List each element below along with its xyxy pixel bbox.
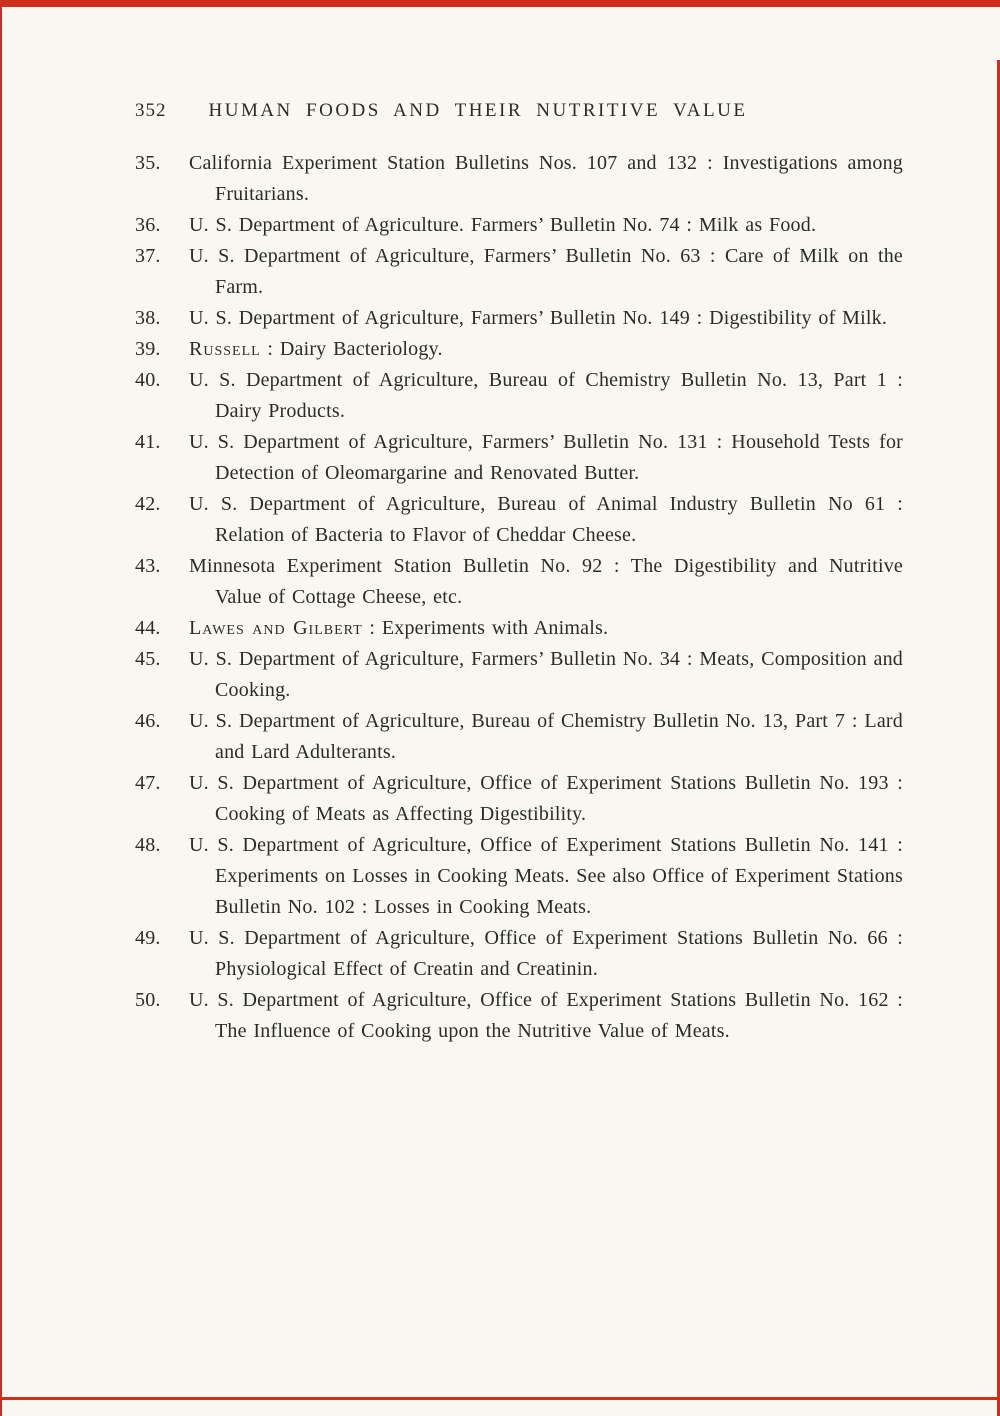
item-text: U. S. Department of Agriculture, Office of Experiment Stations Bulletin No. 66 : Physiological Effect of Creatin and Creatinin. (189, 927, 903, 980)
item-number: 49. (135, 927, 161, 949)
item-text: U. S. Department of Agriculture, Farmers’ Bulletin No. 63 : Care of Milk on the Farm. (189, 245, 903, 298)
item-number: 40. (135, 369, 161, 391)
list-item (135, 334, 903, 365)
item-number: 42. (135, 493, 161, 515)
item-text: U. S. Department of Agriculture, Farmers’ Bulletin No. 131 : Household Tests for Detection of Oleomargarine and Renovated Butter. (189, 431, 903, 484)
item-text: U. S. Department of Agriculture, Office of Experiment Stations Bulletin No. 141 : Experiments on Losses in Cooking Meats. See also Office of Experiment Stations Bulletin No. 102 : Losses in Cooking Meats. (189, 834, 903, 918)
item-text: : Dairy Bacteriology. (260, 338, 443, 360)
list-item (135, 148, 903, 210)
item-text: U. S. Department of Agriculture, Bureau of Chemistry Bulletin No. 13, Part 1 : Dairy Products. (189, 369, 903, 422)
page-content (135, 100, 903, 1047)
list-item (135, 985, 903, 1047)
list-item (135, 923, 903, 985)
scan-border-top (0, 0, 1000, 7)
list-item (135, 241, 903, 303)
list-item (135, 489, 903, 551)
scan-border-bottom (0, 1397, 1000, 1400)
item-number: 45. (135, 648, 161, 670)
item-number: 50. (135, 989, 161, 1011)
list-item (135, 365, 903, 427)
item-number: 48. (135, 834, 161, 856)
list-item (135, 210, 903, 241)
item-number: 43. (135, 555, 161, 577)
item-text: California Experiment Station Bulletins Nos. 107 and 132 : Investigations among Fruitarians. (189, 152, 903, 205)
item-number: 46. (135, 710, 161, 732)
item-number: 39. (135, 338, 161, 360)
item-number: 47. (135, 772, 161, 794)
scan-border-left (0, 0, 2, 1416)
item-text: U. S. Department of Agriculture. Farmers’ Bulletin No. 74 : Milk as Food. (189, 214, 817, 236)
item-text: U. S. Department of Agriculture, Office of Experiment Stations Bulletin No. 193 : Cooking of Meats as Affecting Digestibility. (189, 772, 903, 825)
list-item (135, 706, 903, 768)
item-text: U. S. Department of Agriculture, Farmers’ Bulletin No. 149 : Digestibility of Milk. (189, 307, 888, 329)
item-author: Russell (189, 338, 261, 360)
item-text: Minnesota Experiment Station Bulletin No. 92 : The Digestibility and Nutritive Value of Cottage Cheese, etc. (189, 555, 903, 608)
page-number: 352 (135, 100, 167, 121)
list-item (135, 613, 903, 644)
item-number: 35. (135, 152, 161, 174)
list-item (135, 644, 903, 706)
item-text: U. S. Department of Agriculture, Bureau of Animal Industry Bulletin No 61 : Relation of Bacteria to Flavor of Cheddar Cheese. (189, 493, 903, 546)
list-item (135, 768, 903, 830)
list-item (135, 551, 903, 613)
list-item (135, 303, 903, 334)
item-text: U. S. Department of Agriculture, Office of Experiment Stations Bulletin No. 162 : The Influence of Cooking upon the Nutritive Value of Meats. (189, 989, 903, 1042)
page-title: HUMAN FOODS AND THEIR NUTRITIVE VALUE (208, 100, 748, 121)
item-number: 44. (135, 617, 161, 639)
item-number: 38. (135, 307, 161, 329)
item-text: U. S. Department of Agriculture, Farmers’ Bulletin No. 34 : Meats, Composition and Cooking. (189, 648, 903, 701)
item-text: U. S. Department of Agriculture, Bureau of Chemistry Bulletin No. 13, Part 7 : Lard and Lard Adulterants. (189, 710, 903, 763)
item-number: 41. (135, 431, 161, 453)
item-number: 37. (135, 245, 161, 267)
list-item (135, 830, 903, 923)
running-head (135, 100, 903, 122)
item-text: : Experiments with Animals. (362, 617, 609, 639)
item-number: 36. (135, 214, 161, 236)
bibliography-list (135, 148, 903, 1047)
list-item (135, 427, 903, 489)
item-author: Lawes and Gilbert (189, 617, 363, 639)
